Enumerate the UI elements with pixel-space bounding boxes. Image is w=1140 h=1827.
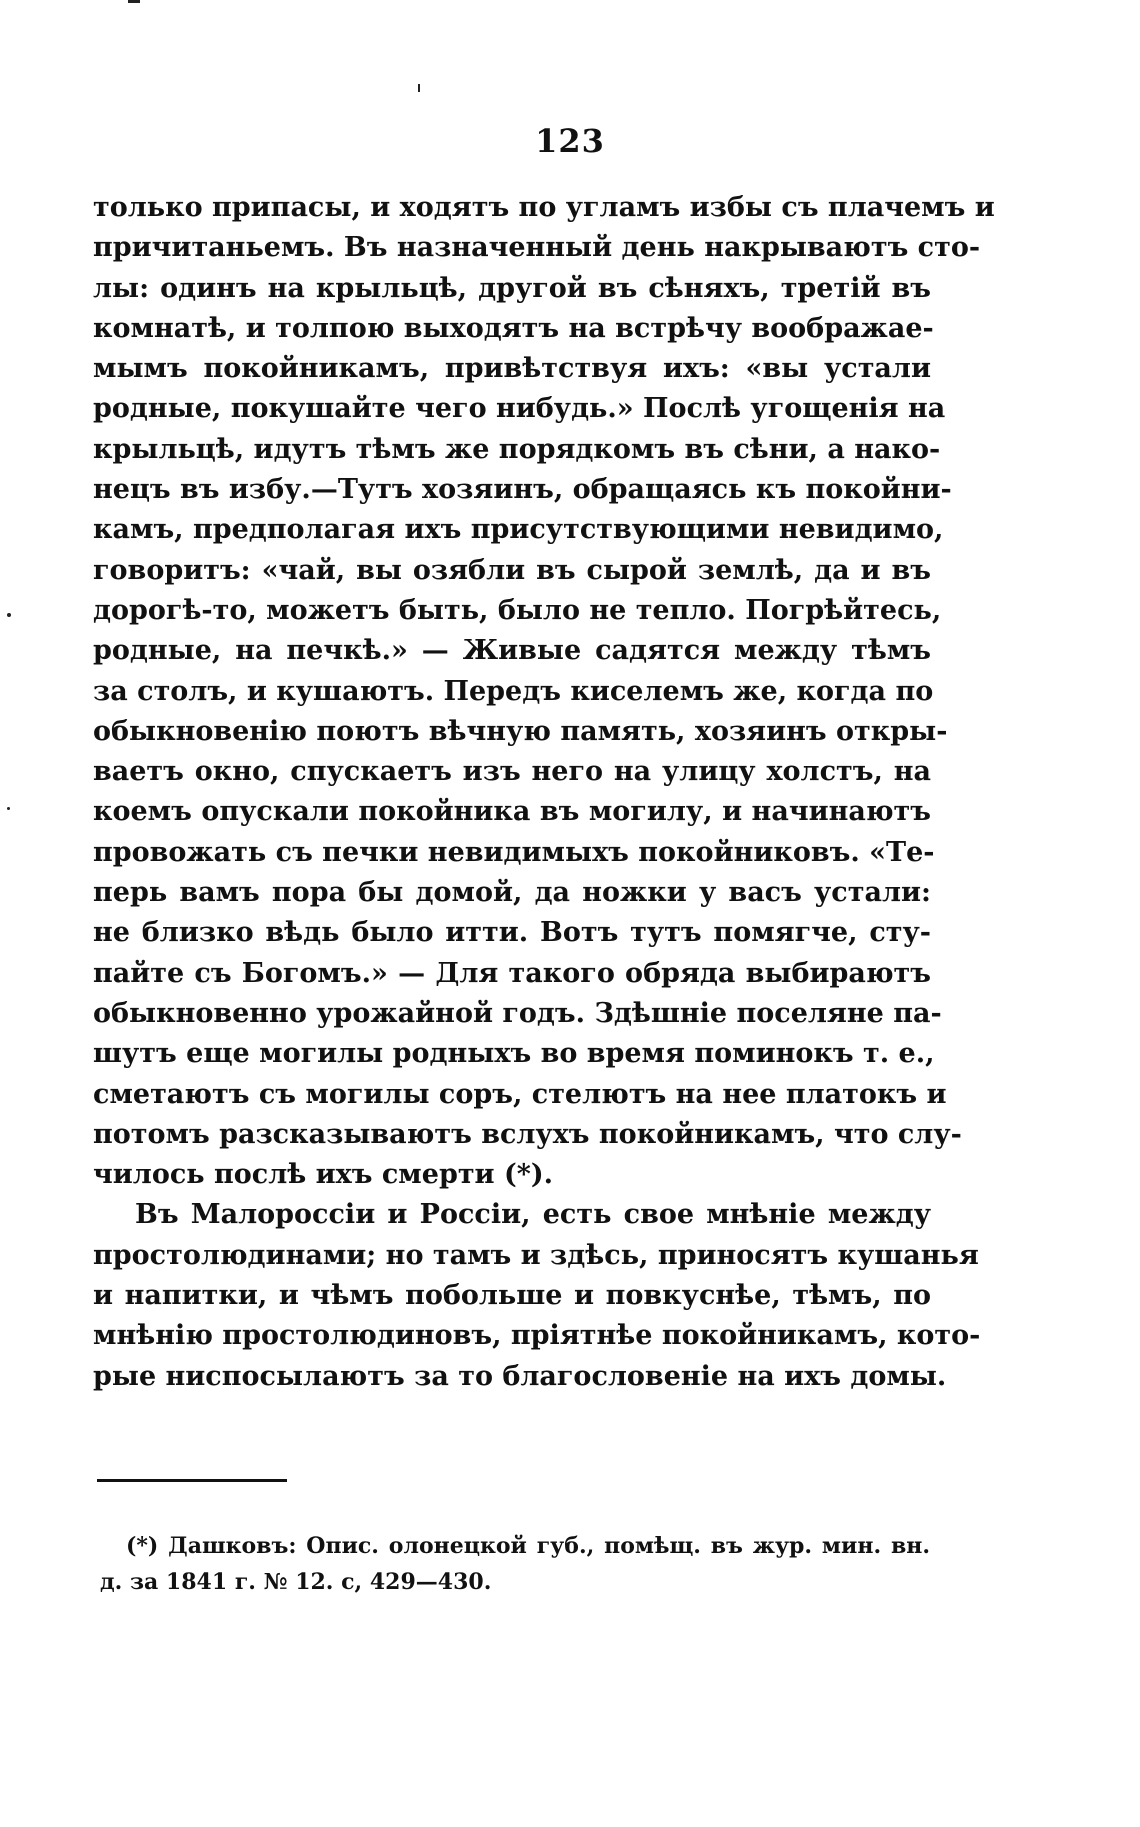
text-line: говоритъ: «чай, вы озябли въ сырой землѣ, да и въ [93, 554, 931, 586]
text-line: ваетъ окно, спускаетъ изъ него на улицу холстъ, на [93, 756, 931, 788]
text-line: рые ниспосылаютъ за то благословеніе на ихъ домы. [93, 1360, 947, 1392]
footnote [100, 1528, 930, 1600]
text-line: потомъ разсказываютъ вслухъ покойникамъ, что слу- [93, 1118, 962, 1150]
text-line: обыкновенію поютъ вѣчную память, хозяинъ откры- [93, 715, 948, 747]
text-line: Въ Малороссіи и Россіи, есть свое мнѣніе между [135, 1199, 931, 1231]
text-line: мнѣнію простолюдиновъ, пріятнѣе покойникамъ, кото- [93, 1320, 981, 1352]
text-line: перь вамъ пора бы домой, да ножки у васъ устали: [93, 877, 931, 909]
text-line: крыльцѣ, идутъ тѣмъ же порядкомъ въ сѣни, а нако- [93, 433, 941, 465]
text-line: лы: одинъ на крыльцѣ, другой въ сѣняхъ, третій въ [93, 272, 931, 304]
text-line: сметаютъ съ могилы соръ, стелютъ на нее платокъ и [93, 1078, 947, 1110]
text-line: обыкновенно урожайной годъ. Здѣшніе поселяне па- [93, 997, 942, 1029]
text-line: причитаньемъ. Въ назначенный день накрываютъ сто- [93, 232, 981, 264]
text-line: нецъ въ избу.—Тутъ хозяинъ, обращаясь къ покойни- [93, 474, 952, 506]
footnote-line: д. за 1841 г. № 12. с, 429—430. [100, 1569, 492, 1595]
footnote-divider [97, 1479, 287, 1482]
text-line: камъ, предполагая ихъ присутствующими невидимо, [93, 514, 944, 546]
text-line: провожать съ печки невидимыхъ покойниковъ. «Те- [93, 836, 935, 868]
text-line: не близко вѣдь было итти. Вотъ тутъ помягче, сту- [93, 917, 931, 949]
print-speck [418, 84, 420, 92]
page-number: 123 [535, 122, 605, 160]
footnote-line: (*) Дашковъ: Опис. олонецкой губ., помѣщ. въ жур. мин. вн. [126, 1533, 930, 1559]
text-line: за столъ, и кушаютъ. Передъ киселемъ же, когда по [93, 675, 934, 707]
print-speck [128, 0, 140, 3]
text-line: дорогѣ-то, можетъ быть, было не тепло. Погрѣйтесь, [93, 594, 942, 626]
text-line: мымъ покойникамъ, привѣтствуя ихъ: «вы устали [93, 353, 931, 385]
body-text [93, 188, 995, 1397]
text-line: только припасы, и ходятъ по угламъ избы съ плачемъ и [93, 192, 995, 223]
print-speck [7, 807, 10, 810]
text-line: шутъ еще могилы родныхъ во время поминокъ т. е., [93, 1038, 935, 1070]
paragraph [93, 1195, 981, 1396]
text-line: родные, покушайте чего нибудь.» Послѣ угощенія на [93, 393, 946, 425]
paragraph [93, 188, 995, 1195]
text-line: родные, на печкѣ.» — Живые садятся между тѣмъ [93, 635, 931, 667]
text-line: коемъ опускали покойника въ могилу, и начинаютъ [93, 796, 931, 828]
text-line: простолюдинами; но тамъ и здѣсь, приносятъ кушанья [93, 1239, 979, 1271]
text-line: комнатѣ, и толпою выходятъ на встрѣчу воображае- [93, 312, 934, 344]
text-line: чилось послѣ ихъ смерти (*). [93, 1159, 554, 1191]
print-speck [7, 613, 11, 617]
text-line: пайте съ Богомъ.» — Для такого обряда выбираютъ [93, 957, 931, 989]
text-line: и напитки, и чѣмъ побольше и повкуснѣе, тѣмъ, по [93, 1280, 931, 1312]
